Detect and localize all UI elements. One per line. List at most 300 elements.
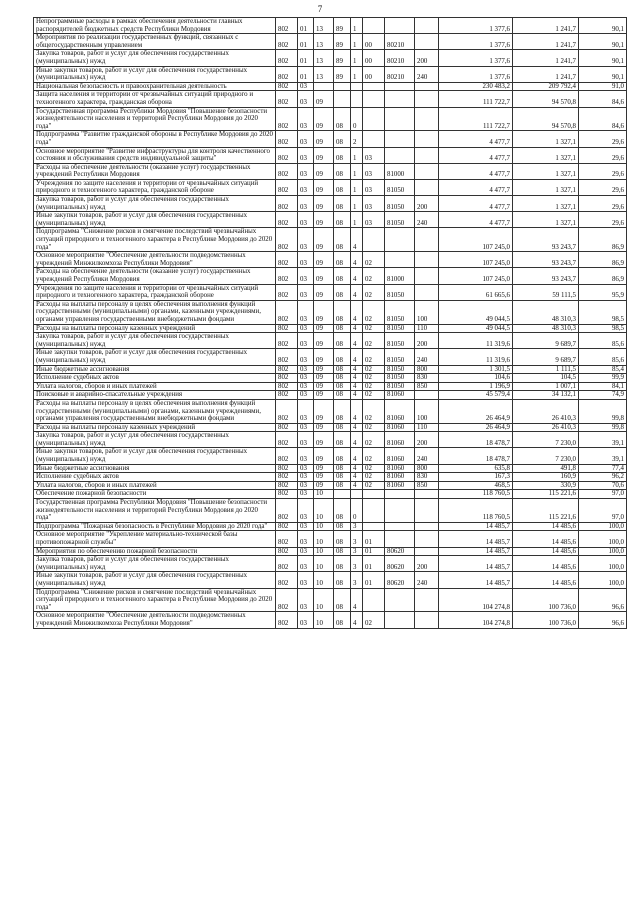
subsection-code: 09: [314, 252, 334, 268]
direction-code: [385, 107, 415, 131]
subprogram-code: [351, 82, 363, 91]
subsection-code: 09: [314, 473, 334, 482]
planned-amount: 104 274,8: [439, 612, 513, 628]
subprogram-code: 1: [351, 18, 363, 34]
section-code: 03: [298, 547, 314, 556]
grbs-code: 802: [276, 382, 298, 391]
table-row: [34, 556, 627, 572]
program-code: 08: [334, 212, 351, 228]
grbs-code: 802: [276, 391, 298, 400]
subprogram-code: 1: [351, 66, 363, 82]
grbs-code: 802: [276, 196, 298, 212]
planned-amount: 107 245,0: [439, 228, 513, 252]
planned-amount: 104,6: [439, 374, 513, 383]
activity-code: 02: [363, 473, 385, 482]
subsection-code: 09: [314, 212, 334, 228]
expense-type-code: 100: [415, 399, 439, 423]
subprogram-code: 1: [351, 179, 363, 195]
executed-amount: 115 221,6: [513, 499, 579, 523]
row-name: Иные бюджетные ассигнования: [34, 365, 276, 374]
subsection-code: 13: [314, 66, 334, 82]
expense-type-code: [415, 34, 439, 50]
subprogram-code: 4: [351, 365, 363, 374]
execution-percent: 39,1: [579, 432, 627, 448]
subsection-code: 09: [314, 268, 334, 284]
execution-percent: 86,9: [579, 228, 627, 252]
subsection-code: 10: [314, 490, 334, 499]
table-row: [34, 572, 627, 588]
table-row: [34, 66, 627, 82]
expense-type-code: [415, 228, 439, 252]
execution-percent: 100,0: [579, 522, 627, 531]
subsection-code: 09: [314, 481, 334, 490]
expense-type-code: 200: [415, 432, 439, 448]
planned-amount: 14 485,7: [439, 531, 513, 547]
executed-amount: 94 570,8: [513, 91, 579, 107]
subsection-code: 09: [314, 464, 334, 473]
execution-percent: 97,0: [579, 490, 627, 499]
activity-code: 02: [363, 432, 385, 448]
expense-type-code: 200: [415, 196, 439, 212]
row-name: Основное мероприятие "Обеспечение деятельности подведомственных учреждений Минжилкомхоза Республики Мордовия": [34, 612, 276, 628]
program-code: 08: [334, 547, 351, 556]
program-code: 08: [334, 382, 351, 391]
section-code: 01: [298, 18, 314, 34]
executed-amount: 100 736,0: [513, 588, 579, 612]
program-code: 89: [334, 34, 351, 50]
expense-type-code: 110: [415, 324, 439, 333]
expense-type-code: [415, 499, 439, 523]
execution-percent: 90,1: [579, 50, 627, 66]
direction-code: [385, 18, 415, 34]
grbs-code: 802: [276, 365, 298, 374]
activity-code: 00: [363, 34, 385, 50]
planned-amount: 26 464,9: [439, 423, 513, 432]
program-code: 08: [334, 588, 351, 612]
direction-code: 81060: [385, 464, 415, 473]
executed-amount: 1 241,7: [513, 50, 579, 66]
table-row: [34, 18, 627, 34]
subprogram-code: 1: [351, 34, 363, 50]
expense-type-code: 800: [415, 464, 439, 473]
planned-amount: 111 722,7: [439, 107, 513, 131]
grbs-code: 802: [276, 50, 298, 66]
subsection-code: 13: [314, 18, 334, 34]
planned-amount: 14 485,7: [439, 522, 513, 531]
row-name: Расходы на выплаты персоналу в целях обеспечения выполнения функций государственными (муниципальными) органами, казенными учреждениями, органами управления государственными внебюджетными фондами: [34, 399, 276, 423]
subprogram-code: 3: [351, 556, 363, 572]
planned-amount: 61 665,6: [439, 284, 513, 300]
grbs-code: 802: [276, 284, 298, 300]
subprogram-code: 3: [351, 572, 363, 588]
table-row: [34, 196, 627, 212]
execution-percent: 70,6: [579, 481, 627, 490]
execution-percent: 29,6: [579, 212, 627, 228]
row-name: Непрограммные расходы в рамках обеспечения деятельности главных распорядителей бюджетных средств Республики Мордовия: [34, 18, 276, 34]
execution-percent: 100,0: [579, 556, 627, 572]
program-code: 89: [334, 66, 351, 82]
row-name: Закупка товаров, работ и услуг для обеспечения государственных (муниципальных) нужд: [34, 432, 276, 448]
executed-amount: 1 241,7: [513, 66, 579, 82]
activity-code: 00: [363, 50, 385, 66]
activity-code: 02: [363, 382, 385, 391]
planned-amount: 11 319,6: [439, 333, 513, 349]
grbs-code: 802: [276, 252, 298, 268]
subsection-code: 10: [314, 499, 334, 523]
activity-code: 03: [363, 179, 385, 195]
direction-code: 81050: [385, 179, 415, 195]
executed-amount: 93 243,7: [513, 268, 579, 284]
planned-amount: 14 485,7: [439, 547, 513, 556]
direction-code: 81050: [385, 374, 415, 383]
row-name: Исполнение судебных актов: [34, 473, 276, 482]
subprogram-code: 4: [351, 391, 363, 400]
subsection-code: 09: [314, 448, 334, 464]
executed-amount: 330,9: [513, 481, 579, 490]
section-code: 01: [298, 34, 314, 50]
executed-amount: 14 485,6: [513, 531, 579, 547]
activity-code: 01: [363, 556, 385, 572]
subsection-code: 09: [314, 382, 334, 391]
expense-type-code: [415, 82, 439, 91]
execution-percent: 90,1: [579, 18, 627, 34]
grbs-code: 802: [276, 333, 298, 349]
activity-code: 02: [363, 333, 385, 349]
execution-percent: 100,0: [579, 547, 627, 556]
expense-type-code: 240: [415, 448, 439, 464]
row-name: Иные закупки товаров, работ и услуг для обеспечения государственных (муниципальных) нужд: [34, 212, 276, 228]
subprogram-code: 4: [351, 588, 363, 612]
program-code: 08: [334, 572, 351, 588]
program-code: [334, 490, 351, 499]
direction-code: [385, 499, 415, 523]
row-name: Подпрограмма "Снижение рисков и смягчение последствий чрезвычайных ситуаций природного и техногенного характера в Республике Мордовия до 2020 года": [34, 588, 276, 612]
activity-code: 02: [363, 374, 385, 383]
executed-amount: 9 689,7: [513, 333, 579, 349]
subsection-code: 09: [314, 91, 334, 107]
section-code: 03: [298, 300, 314, 324]
direction-code: [385, 252, 415, 268]
executed-amount: 9 689,7: [513, 349, 579, 365]
activity-code: 03: [363, 196, 385, 212]
section-code: 03: [298, 490, 314, 499]
row-name: Расходы на выплаты персоналу казенных учреждений: [34, 324, 276, 333]
grbs-code: 802: [276, 399, 298, 423]
execution-percent: 99,9: [579, 374, 627, 383]
expense-type-code: 240: [415, 572, 439, 588]
planned-amount: 45 579,4: [439, 391, 513, 400]
program-code: 08: [334, 349, 351, 365]
program-code: 08: [334, 196, 351, 212]
table-row: [34, 107, 627, 131]
program-code: 08: [334, 179, 351, 195]
table-row: [34, 212, 627, 228]
executed-amount: 115 221,6: [513, 490, 579, 499]
section-code: 03: [298, 448, 314, 464]
executed-amount: 7 230,0: [513, 432, 579, 448]
program-code: 08: [334, 499, 351, 523]
executed-amount: 48 310,3: [513, 300, 579, 324]
expense-type-code: 240: [415, 349, 439, 365]
activity-code: [363, 107, 385, 131]
direction-code: [385, 612, 415, 628]
section-code: 03: [298, 268, 314, 284]
grbs-code: 802: [276, 349, 298, 365]
expense-type-code: [415, 147, 439, 163]
grbs-code: 802: [276, 18, 298, 34]
subsection-code: 09: [314, 228, 334, 252]
subprogram-code: 4: [351, 228, 363, 252]
row-name: Расходы на выплаты персоналу в целях обеспечения выполнения функций государственными (муниципальными) органами, казенными учреждениями, органами управления государственными внебюджетными фондами: [34, 300, 276, 324]
execution-percent: 85,4: [579, 365, 627, 374]
subprogram-code: 3: [351, 522, 363, 531]
subprogram-code: [351, 490, 363, 499]
subprogram-code: 4: [351, 612, 363, 628]
row-name: Иные закупки товаров, работ и услуг для обеспечения государственных (муниципальных) нужд: [34, 349, 276, 365]
program-code: 08: [334, 612, 351, 628]
grbs-code: 802: [276, 131, 298, 147]
direction-code: 80620: [385, 572, 415, 588]
activity-code: [363, 91, 385, 107]
direction-code: 81060: [385, 448, 415, 464]
planned-amount: 4 477,7: [439, 196, 513, 212]
table-row: [34, 300, 627, 324]
expense-type-code: 240: [415, 212, 439, 228]
grbs-code: 802: [276, 547, 298, 556]
section-code: 03: [298, 228, 314, 252]
direction-code: 81060: [385, 473, 415, 482]
subprogram-code: 4: [351, 333, 363, 349]
expense-type-code: [415, 284, 439, 300]
page-number: 7: [317, 4, 323, 14]
section-code: 03: [298, 432, 314, 448]
execution-percent: 90,1: [579, 34, 627, 50]
subprogram-code: 4: [351, 399, 363, 423]
subsection-code: 10: [314, 547, 334, 556]
program-code: 08: [334, 107, 351, 131]
direction-code: 80620: [385, 556, 415, 572]
planned-amount: 18 478,7: [439, 432, 513, 448]
expense-type-code: [415, 612, 439, 628]
section-code: 03: [298, 131, 314, 147]
direction-code: 81050: [385, 300, 415, 324]
expense-type-code: [415, 522, 439, 531]
row-name: Государственная программа Республики Мордовия "Повышение безопасности жизнедеятельности населения и территорий Республики Мордовия до 2020 года": [34, 499, 276, 523]
planned-amount: 107 245,0: [439, 252, 513, 268]
planned-amount: 4 477,7: [439, 131, 513, 147]
section-code: 01: [298, 66, 314, 82]
row-name: Подпрограмма "Развитие гражданской обороны в Республике Мордовия до 2020 года": [34, 131, 276, 147]
subprogram-code: 4: [351, 382, 363, 391]
grbs-code: 802: [276, 300, 298, 324]
table-row: [34, 522, 627, 531]
execution-percent: 99,8: [579, 423, 627, 432]
row-name: Закупка товаров, работ и услуг для обеспечения государственных (муниципальных) нужд: [34, 556, 276, 572]
subprogram-code: 4: [351, 432, 363, 448]
activity-code: 02: [363, 481, 385, 490]
direction-code: [385, 91, 415, 107]
subprogram-code: 4: [351, 481, 363, 490]
planned-amount: 4 477,7: [439, 212, 513, 228]
executed-amount: 160,9: [513, 473, 579, 482]
executed-amount: 1 007,1: [513, 382, 579, 391]
execution-percent: 86,9: [579, 252, 627, 268]
section-code: 03: [298, 588, 314, 612]
section-code: 03: [298, 382, 314, 391]
executed-amount: 100 736,0: [513, 612, 579, 628]
direction-code: 80210: [385, 34, 415, 50]
planned-amount: 1 196,9: [439, 382, 513, 391]
planned-amount: 104 274,8: [439, 588, 513, 612]
subprogram-code: 4: [351, 464, 363, 473]
row-name: Учреждения по защите населения и территории от чрезвычайных ситуаций природного и техногенного характера, гражданской обороне: [34, 179, 276, 195]
subsection-code: 09: [314, 196, 334, 212]
grbs-code: 802: [276, 522, 298, 531]
section-code: 03: [298, 391, 314, 400]
direction-code: 81060: [385, 432, 415, 448]
subsection-code: [314, 82, 334, 91]
subprogram-code: 4: [351, 300, 363, 324]
expense-type-code: 200: [415, 50, 439, 66]
subsection-code: 09: [314, 131, 334, 147]
table-row: [34, 499, 627, 523]
program-code: 89: [334, 50, 351, 66]
activity-code: 02: [363, 324, 385, 333]
planned-amount: 4 477,7: [439, 163, 513, 179]
section-code: 03: [298, 284, 314, 300]
direction-code: 81050: [385, 365, 415, 374]
direction-code: [385, 490, 415, 499]
executed-amount: 1 111,5: [513, 365, 579, 374]
activity-code: [363, 490, 385, 499]
subprogram-code: 1: [351, 212, 363, 228]
program-code: [334, 91, 351, 107]
direction-code: 81050: [385, 333, 415, 349]
planned-amount: 1 301,5: [439, 365, 513, 374]
planned-amount: 635,8: [439, 464, 513, 473]
planned-amount: 18 478,7: [439, 448, 513, 464]
budget-table: [33, 17, 627, 629]
subprogram-code: 4: [351, 448, 363, 464]
row-name: Подпрограмма "Снижение рисков и смягчение последствий чрезвычайных ситуаций природного и техногенного характера в Республике Мордовия до 2020 года": [34, 228, 276, 252]
activity-code: 01: [363, 547, 385, 556]
section-code: 03: [298, 349, 314, 365]
subsection-code: 10: [314, 588, 334, 612]
section-code: 03: [298, 473, 314, 482]
program-code: 08: [334, 556, 351, 572]
program-code: 08: [334, 324, 351, 333]
planned-amount: 11 319,6: [439, 349, 513, 365]
section-code: 03: [298, 572, 314, 588]
activity-code: 02: [363, 284, 385, 300]
subprogram-code: 3: [351, 531, 363, 547]
executed-amount: 104,5: [513, 374, 579, 383]
table-row: [34, 91, 627, 107]
executed-amount: 1 327,1: [513, 179, 579, 195]
table-row: [34, 365, 627, 374]
grbs-code: 802: [276, 531, 298, 547]
direction-code: 80210: [385, 50, 415, 66]
section-code: 03: [298, 423, 314, 432]
subsection-code: 09: [314, 300, 334, 324]
direction-code: 81050: [385, 284, 415, 300]
direction-code: [385, 131, 415, 147]
section-code: 03: [298, 522, 314, 531]
execution-percent: 100,0: [579, 572, 627, 588]
section-code: 03: [298, 365, 314, 374]
execution-percent: 96,6: [579, 588, 627, 612]
table-row: [34, 391, 627, 400]
expense-type-code: 850: [415, 382, 439, 391]
program-code: 08: [334, 464, 351, 473]
table-row: [34, 473, 627, 482]
program-code: 08: [334, 228, 351, 252]
execution-percent: 100,0: [579, 531, 627, 547]
subprogram-code: 4: [351, 374, 363, 383]
section-code: 03: [298, 333, 314, 349]
program-code: 08: [334, 365, 351, 374]
subprogram-code: 4: [351, 252, 363, 268]
program-code: 08: [334, 481, 351, 490]
expense-type-code: [415, 490, 439, 499]
expense-type-code: [415, 588, 439, 612]
activity-code: [363, 82, 385, 91]
table-row: [34, 588, 627, 612]
activity-code: 02: [363, 612, 385, 628]
subprogram-code: 0: [351, 107, 363, 131]
program-code: 08: [334, 473, 351, 482]
expense-type-code: 200: [415, 556, 439, 572]
table-row: [34, 448, 627, 464]
row-name: Иные закупки товаров, работ и услуг для обеспечения государственных (муниципальных) нужд: [34, 66, 276, 82]
grbs-code: 802: [276, 423, 298, 432]
subsection-code: 09: [314, 365, 334, 374]
table-row: [34, 179, 627, 195]
activity-code: 02: [363, 365, 385, 374]
subsection-code: 09: [314, 423, 334, 432]
row-name: Основное мероприятие "Укрепление материально-технической базы противопожарной службы": [34, 531, 276, 547]
planned-amount: 49 044,5: [439, 300, 513, 324]
section-code: 03: [298, 612, 314, 628]
subprogram-code: 4: [351, 423, 363, 432]
execution-percent: 96,6: [579, 612, 627, 628]
executed-amount: 59 111,5: [513, 284, 579, 300]
section-code: 03: [298, 499, 314, 523]
planned-amount: 4 477,7: [439, 179, 513, 195]
grbs-code: 802: [276, 556, 298, 572]
direction-code: 81050: [385, 196, 415, 212]
subprogram-code: 3: [351, 547, 363, 556]
expense-type-code: 830: [415, 473, 439, 482]
program-code: 08: [334, 374, 351, 383]
expense-type-code: [415, 252, 439, 268]
section-code: 03: [298, 464, 314, 473]
grbs-code: 802: [276, 374, 298, 383]
subsection-code: 13: [314, 34, 334, 50]
row-name: Национальная безопасность и правоохранительная деятельность: [34, 82, 276, 91]
executed-amount: 93 243,7: [513, 228, 579, 252]
planned-amount: 1 377,6: [439, 66, 513, 82]
executed-amount: 26 410,3: [513, 423, 579, 432]
grbs-code: 802: [276, 481, 298, 490]
row-name: Подпрограмма "Пожарная безопасность в Республике Мордовия до 2020 года": [34, 522, 276, 531]
subprogram-code: 1: [351, 50, 363, 66]
section-code: 03: [298, 163, 314, 179]
executed-amount: 1 327,1: [513, 163, 579, 179]
table-row: [34, 50, 627, 66]
row-name: Учреждения по защите населения и территории от чрезвычайных ситуаций природного и техногенного характера, гражданской обороне: [34, 284, 276, 300]
section-code: 03: [298, 324, 314, 333]
